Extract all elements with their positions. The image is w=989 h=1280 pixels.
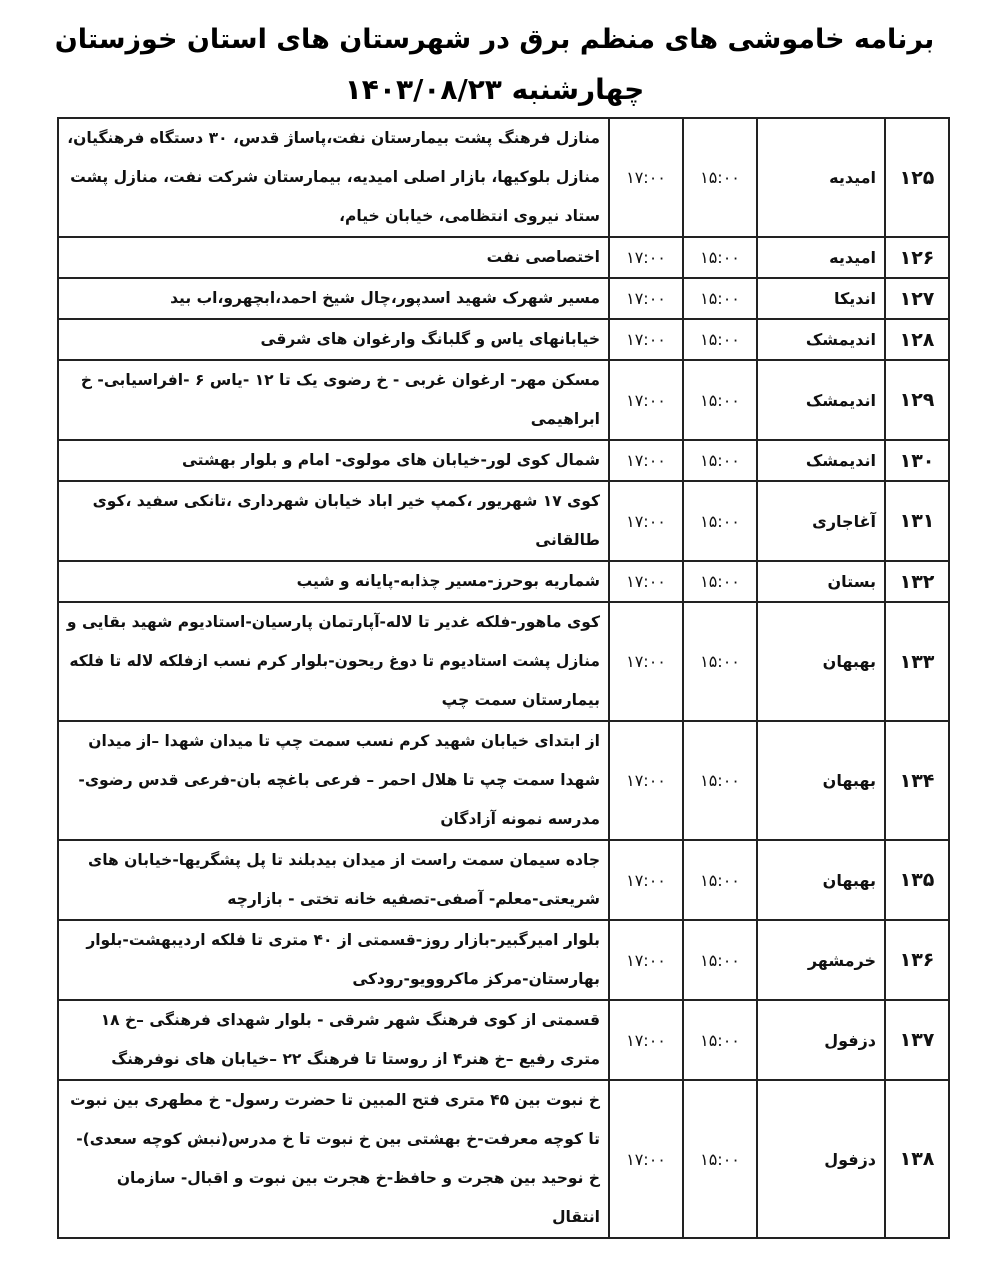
outage-area: شماریه بوحرز-مسیر چذابه-پایانه و شیب: [58, 561, 609, 602]
city-name: دزفول: [757, 1080, 885, 1238]
start-time: ۱۵:۰۰: [683, 278, 757, 319]
start-time: ۱۵:۰۰: [683, 1080, 757, 1238]
city-name: بهبهان: [757, 721, 885, 840]
outage-area: منازل فرهنگ پشت بیمارستان نفت،پاساژ قدس، ۳۰ دستگاه فرهنگیان، منازل بلوکیها، بازار اصلی امیدیه، بیمارستان شرکت نفت، منازل پشت ستاد نیروی انتظامی، خیابان خیام،: [58, 118, 609, 237]
row-number: ۱۳۴: [885, 721, 949, 840]
start-time: ۱۵:۰۰: [683, 840, 757, 920]
start-time: ۱۵:۰۰: [683, 118, 757, 237]
table-row: [58, 1080, 949, 1238]
start-time: ۱۵:۰۰: [683, 1000, 757, 1080]
start-time: ۱۵:۰۰: [683, 561, 757, 602]
table-row: [58, 278, 949, 319]
city-name: امیدیه: [757, 118, 885, 237]
table-row: [58, 237, 949, 278]
table-row: [58, 440, 949, 481]
start-time: ۱۵:۰۰: [683, 237, 757, 278]
outage-area: خ نبوت بین ۴۵ متری فتح المبین تا حضرت رسول- خ مطهری بین نبوت تا کوچه معرفت-خ بهشتی بین خ نبوت تا خ مدرس(نبش کوچه سعدی)- خ نوحید بین هجرت و حافظ-خ هجرت بین نبوت و اقبال- سازمان انتقال: [58, 1080, 609, 1238]
row-number: ۱۲۶: [885, 237, 949, 278]
city-name: دزفول: [757, 1000, 885, 1080]
outage-area: اختصاصی نفت: [58, 237, 609, 278]
start-time: ۱۵:۰۰: [683, 319, 757, 360]
row-number: ۱۲۷: [885, 278, 949, 319]
table-row: [58, 360, 949, 440]
row-number: ۱۳۸: [885, 1080, 949, 1238]
row-number: ۱۲۸: [885, 319, 949, 360]
table-row: [58, 840, 949, 920]
document-date: چهارشنبه ۱۴۰۳/۰۸/۲۳: [344, 73, 645, 106]
end-time: ۱۷:۰۰: [609, 278, 683, 319]
row-number: ۱۳۵: [885, 840, 949, 920]
outage-area: شمال کوی لور-خیابان های مولوی- امام و بلوار بهشتی: [58, 440, 609, 481]
end-time: ۱۷:۰۰: [609, 440, 683, 481]
row-number: ۱۳۶: [885, 920, 949, 1000]
table-row: [58, 1000, 949, 1080]
outage-area: جاده سیمان سمت راست از میدان بیدبلند تا پل پشگریها-خیابان های شریعتی-معلم- آصفی-تصفیه خانه تختی - بازارچه: [58, 840, 609, 920]
city-name: بهبهان: [757, 840, 885, 920]
start-time: ۱۵:۰۰: [683, 440, 757, 481]
row-number: ۱۲۵: [885, 118, 949, 237]
outage-schedule-table: [57, 117, 950, 1239]
table-row: [58, 721, 949, 840]
city-name: اندیمشک: [757, 319, 885, 360]
end-time: ۱۷:۰۰: [609, 1080, 683, 1238]
table-row: [58, 481, 949, 561]
end-time: ۱۷:۰۰: [609, 118, 683, 237]
end-time: ۱۷:۰۰: [609, 602, 683, 721]
document-title: برنامه خاموشی های منظم برق در شهرستان های استان خوزستان: [54, 24, 935, 55]
end-time: ۱۷:۰۰: [609, 721, 683, 840]
end-time: ۱۷:۰۰: [609, 840, 683, 920]
end-time: ۱۷:۰۰: [609, 1000, 683, 1080]
end-time: ۱۷:۰۰: [609, 360, 683, 440]
end-time: ۱۷:۰۰: [609, 920, 683, 1000]
row-number: ۱۳۷: [885, 1000, 949, 1080]
outage-area: مسکن مهر- ارغوان غربی - خ رضوی یک تا ۱۲ -یاس ۶ -افراسیابی- خ ابراهیمی: [58, 360, 609, 440]
outage-area: کوی ۱۷ شهریور ،کمپ خیر اباد خیابان شهرداری ،تانکی سفید ،کوی طالقانی: [58, 481, 609, 561]
row-number: ۱۳۳: [885, 602, 949, 721]
city-name: امیدیه: [757, 237, 885, 278]
city-name: آغاجاری: [757, 481, 885, 561]
end-time: ۱۷:۰۰: [609, 561, 683, 602]
outage-area: کوی ماهور-فلکه غدیر تا لاله-آپارتمان پارسیان-استادیوم شهید بقایی و منازل پشت استادیوم تا دوغ ریحون-بلوار کرم نسب ازفلکه لاله تا فلکه بیمارستان سمت چپ: [58, 602, 609, 721]
city-name: اندیمشک: [757, 440, 885, 481]
end-time: ۱۷:۰۰: [609, 319, 683, 360]
table-row: [58, 561, 949, 602]
outage-area: مسیر شهرک شهید اسدپور،چال شیخ احمد،ابچهرو،اب بید: [58, 278, 609, 319]
city-name: بستان: [757, 561, 885, 602]
start-time: ۱۵:۰۰: [683, 481, 757, 561]
city-name: اندیمشک: [757, 360, 885, 440]
table-body: [58, 118, 949, 1238]
end-time: ۱۷:۰۰: [609, 237, 683, 278]
table-row: [58, 118, 949, 237]
start-time: ۱۵:۰۰: [683, 920, 757, 1000]
start-time: ۱۵:۰۰: [683, 721, 757, 840]
start-time: ۱۵:۰۰: [683, 360, 757, 440]
row-number: ۱۳۲: [885, 561, 949, 602]
start-time: ۱۵:۰۰: [683, 602, 757, 721]
outage-area: قسمتی از کوی فرهنگ شهر شرقی - بلوار شهدای فرهنگی –خ ۱۸ متری رفیع –خ هنر۴ از روستا تا فرهنگ ۲۲ –خیابان های نوفرهنگ: [58, 1000, 609, 1080]
outage-area: خیابانهای یاس و گلبانگ وارغوان های شرقی: [58, 319, 609, 360]
table-row: [58, 920, 949, 1000]
end-time: ۱۷:۰۰: [609, 481, 683, 561]
row-number: ۱۳۰: [885, 440, 949, 481]
table-row: [58, 602, 949, 721]
outage-area: بلوار امیرگبیر-بازار روز-قسمتی از ۴۰ متری تا فلکه اردیبهشت-بلوار بهارستان-مرکز ماکروویو-رودکی: [58, 920, 609, 1000]
row-number: ۱۳۱: [885, 481, 949, 561]
city-name: بهبهان: [757, 602, 885, 721]
row-number: ۱۲۹: [885, 360, 949, 440]
outage-area: از ابتدای خیابان شهید کرم نسب سمت چپ تا میدان شهدا –از میدان شهدا سمت چپ تا هلال احمر – فرعی باغچه بان-فرعی قدس رضوی- مدرسه نمونه آزادگان: [58, 721, 609, 840]
city-name: خرمشهر: [757, 920, 885, 1000]
table-row: [58, 319, 949, 360]
city-name: اندیکا: [757, 278, 885, 319]
